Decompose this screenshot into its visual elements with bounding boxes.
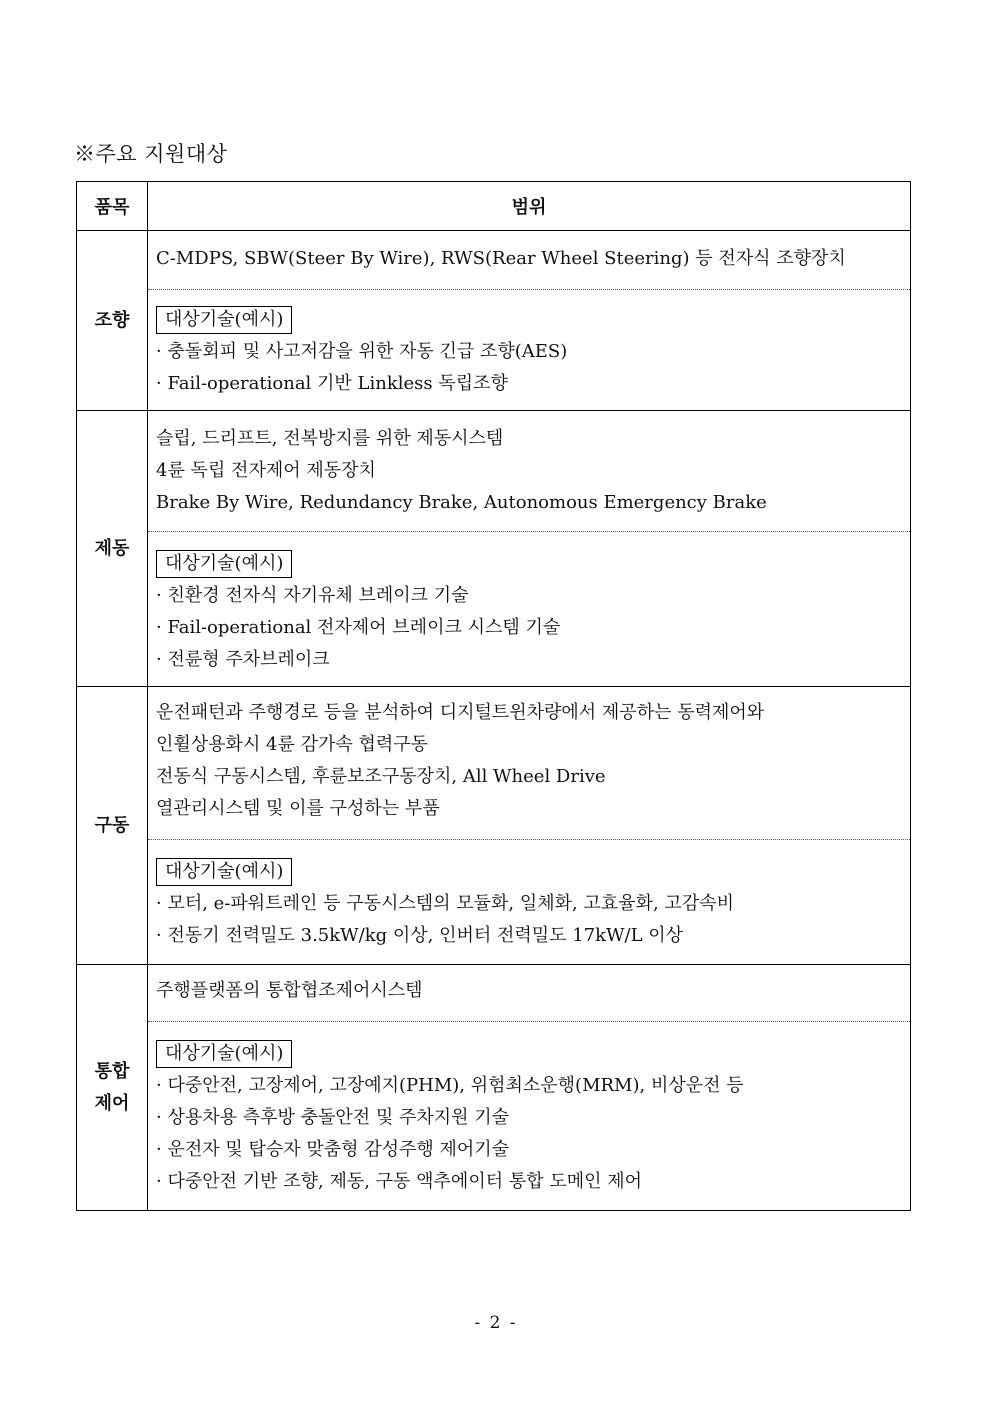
scope-block xyxy=(148,965,910,1021)
tech-tag: 대상기술(예시) xyxy=(156,306,292,334)
tech-item: · 전동기 전력밀도 3.5kW/kg 이상, 인버터 전력밀도 17kW/L 이상 xyxy=(156,920,910,952)
tech-tag: 대상기술(예시) xyxy=(156,1040,292,1068)
category-cell xyxy=(77,965,148,1211)
tech-item: · Fail-operational 전자제어 브레이크 시스템 기술 xyxy=(156,612,910,644)
tech-block xyxy=(148,289,910,410)
tech-item: · Fail-operational 기반 Linkless 독립조향 xyxy=(156,368,910,400)
category-label-line: 통합 xyxy=(94,1060,130,1082)
table-row xyxy=(77,687,911,965)
tech-item: · 다중안전, 고장제어, 고장예지(PHM), 위험최소운행(MRM), 비상운전 등 xyxy=(156,1070,910,1102)
category-label-line: 제어 xyxy=(94,1092,130,1114)
tech-item: · 모터, e-파워트레인 등 구동시스템의 모듈화, 일체화, 고효율화, 고감속비 xyxy=(156,888,910,920)
category-cell xyxy=(77,411,148,687)
scope-line: 열관리시스템 및 이를 구성하는 부품 xyxy=(156,798,440,819)
scope-line: C-MDPS, SBW(Steer By Wire), RWS(Rear Wheel Steering) 등 전자식 조향장치 xyxy=(156,248,846,269)
tech-block xyxy=(148,1021,910,1210)
table-row xyxy=(77,411,911,687)
tech-item: · 충돌회피 및 사고저감을 위한 자동 긴급 조향(AES) xyxy=(156,336,910,368)
category-label: 조향 xyxy=(94,309,130,331)
scope-block xyxy=(148,411,910,531)
header-item: 품목 xyxy=(77,182,148,231)
tech-item: · 운전자 및 탑승자 맞춤형 감성주행 제어기술 xyxy=(156,1134,910,1166)
content-cell xyxy=(148,411,911,687)
tech-block xyxy=(148,531,910,686)
scope-line: 운전패턴과 주행경로 등을 분석하여 디지털트윈차량에서 제공하는 동력제어와 xyxy=(156,702,765,723)
tech-item: · 전륜형 주차브레이크 xyxy=(156,644,910,676)
category-cell xyxy=(77,687,148,965)
table-header-row xyxy=(77,182,911,231)
scope-block xyxy=(148,687,910,839)
scope-line: 주행플랫폼의 통합협조제어시스템 xyxy=(156,980,423,1001)
tech-item: · 다중안전 기반 조향, 제동, 구동 액추에이터 통합 도메인 제어 xyxy=(156,1166,910,1198)
tech-tag: 대상기술(예시) xyxy=(156,858,292,886)
page-number: - 2 - xyxy=(474,1313,518,1333)
tech-block xyxy=(148,839,910,964)
header-scope: 범위 xyxy=(148,182,911,231)
scope-line: Brake By Wire, Redundancy Brake, Autonomous Emergency Brake xyxy=(156,492,767,513)
table-row xyxy=(77,231,911,411)
scope-line: 인휠상용화시 4륜 감가속 협력구동 xyxy=(156,734,429,755)
content-cell xyxy=(148,965,911,1211)
category-cell xyxy=(77,231,148,411)
table-row xyxy=(77,965,911,1211)
section-heading: ※주요 지원대상 xyxy=(74,142,228,166)
content-cell xyxy=(148,231,911,411)
tech-tag: 대상기술(예시) xyxy=(156,550,292,578)
scope-line: 전동식 구동시스템, 후륜보조구동장치, All Wheel Drive xyxy=(156,766,606,787)
scope-block xyxy=(148,231,910,289)
scope-line: 슬립, 드리프트, 전복방지를 위한 제동시스템 xyxy=(156,428,504,449)
tech-item: · 친환경 전자식 자기유체 브레이크 기술 xyxy=(156,580,910,612)
scope-line: 4륜 독립 전자제어 제동장치 xyxy=(156,460,376,481)
category-label: 구동 xyxy=(94,814,130,836)
tech-item: · 상용차용 측후방 충돌안전 및 주차지원 기술 xyxy=(156,1102,910,1134)
category-label: 제동 xyxy=(94,537,130,559)
support-target-table xyxy=(76,181,911,1211)
content-cell xyxy=(148,687,911,965)
